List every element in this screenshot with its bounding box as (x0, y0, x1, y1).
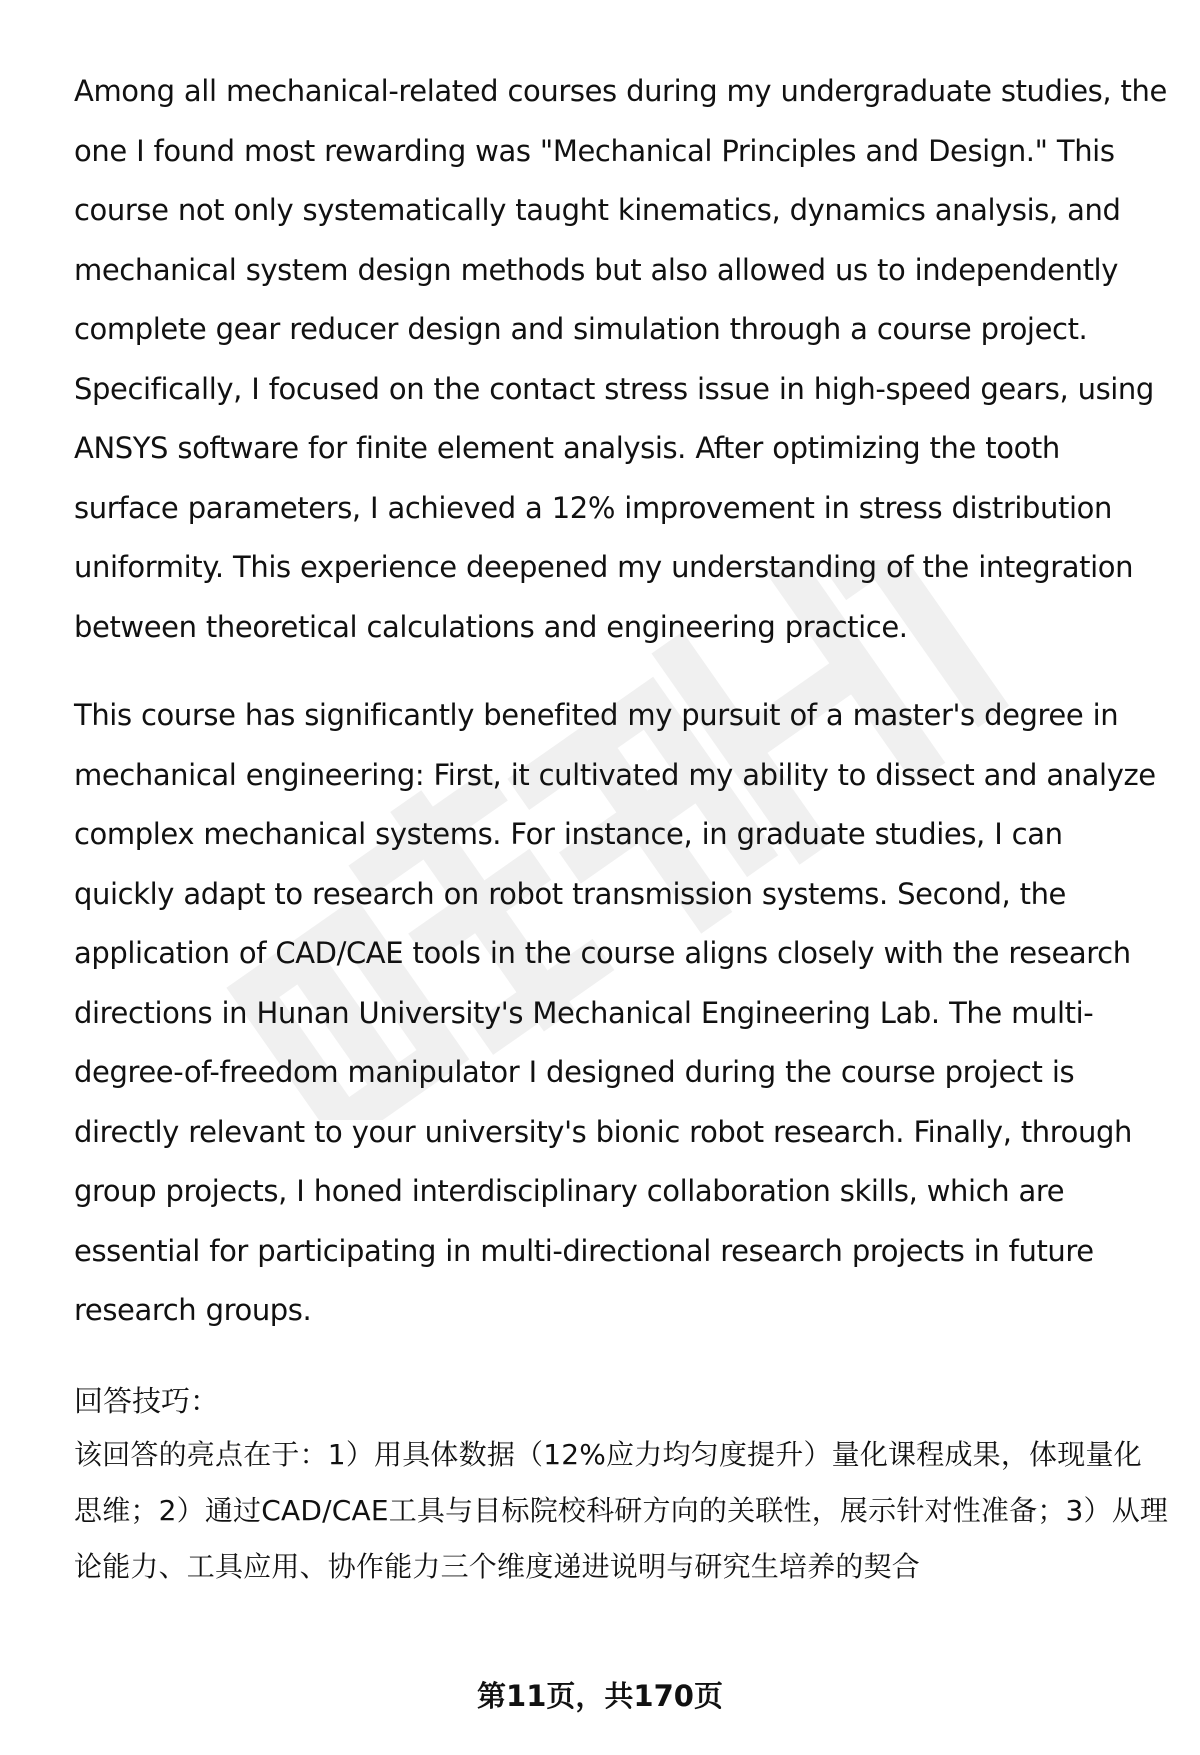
page-number: 第11页，共170页 (477, 1679, 723, 1713)
paragraph-course-benefits: This course has significantly benefited my pursuit of a master's degree in mechanical engineering: First, it cultivated my ability to dissect and analyze complex mechanical systems. For instance, in graduate studies, I can quickly adapt to research on robot transmission systems. Second, the application of CAD/CAE tools in the course aligns closely with the research directions in Hunan University's Mechanical Engineering Lab. The multi-degree-of-freedom manipulator I designed during the course project is directly relevant to your university's bionic robot research. Finally, through group projects, I honed interdisciplinary collaboration skills, which are essential for participating in multi-directional research projects in future research groups. (74, 698, 1156, 1327)
tips-heading: 回答技巧： (74, 1383, 220, 1418)
tips-paragraph: 该回答的亮点在于：1）用具体数据（12%应力均匀度提升）量化课程成果，体现量化思维；2）通过CAD/CAE工具与目标院校科研方向的关联性，展示针对性准备；3）从理论能力、工具应用、协作能力三个维度递进说明与研究生培养的契合 (74, 1437, 1169, 1583)
document-body (74, 62, 1170, 1595)
paragraph-course-description: Among all mechanical-related courses during my undergraduate studies, the one I found most rewarding was "Mechanical Principles and Design." This course not only systematically taught kinematics, dynamics analysis, and mechanical system design methods but also allowed us to independently complete gear reducer design and simulation through a course project. Specifically, I focused on the contact stress issue in high-speed gears, using ANSYS software for finite element analysis. After optimizing the tooth surface parameters, I achieved a 12% improvement in stress distribution uniformity. This experience deepened my understanding of the integration between theoretical calculations and engineering practice. (74, 74, 1167, 644)
